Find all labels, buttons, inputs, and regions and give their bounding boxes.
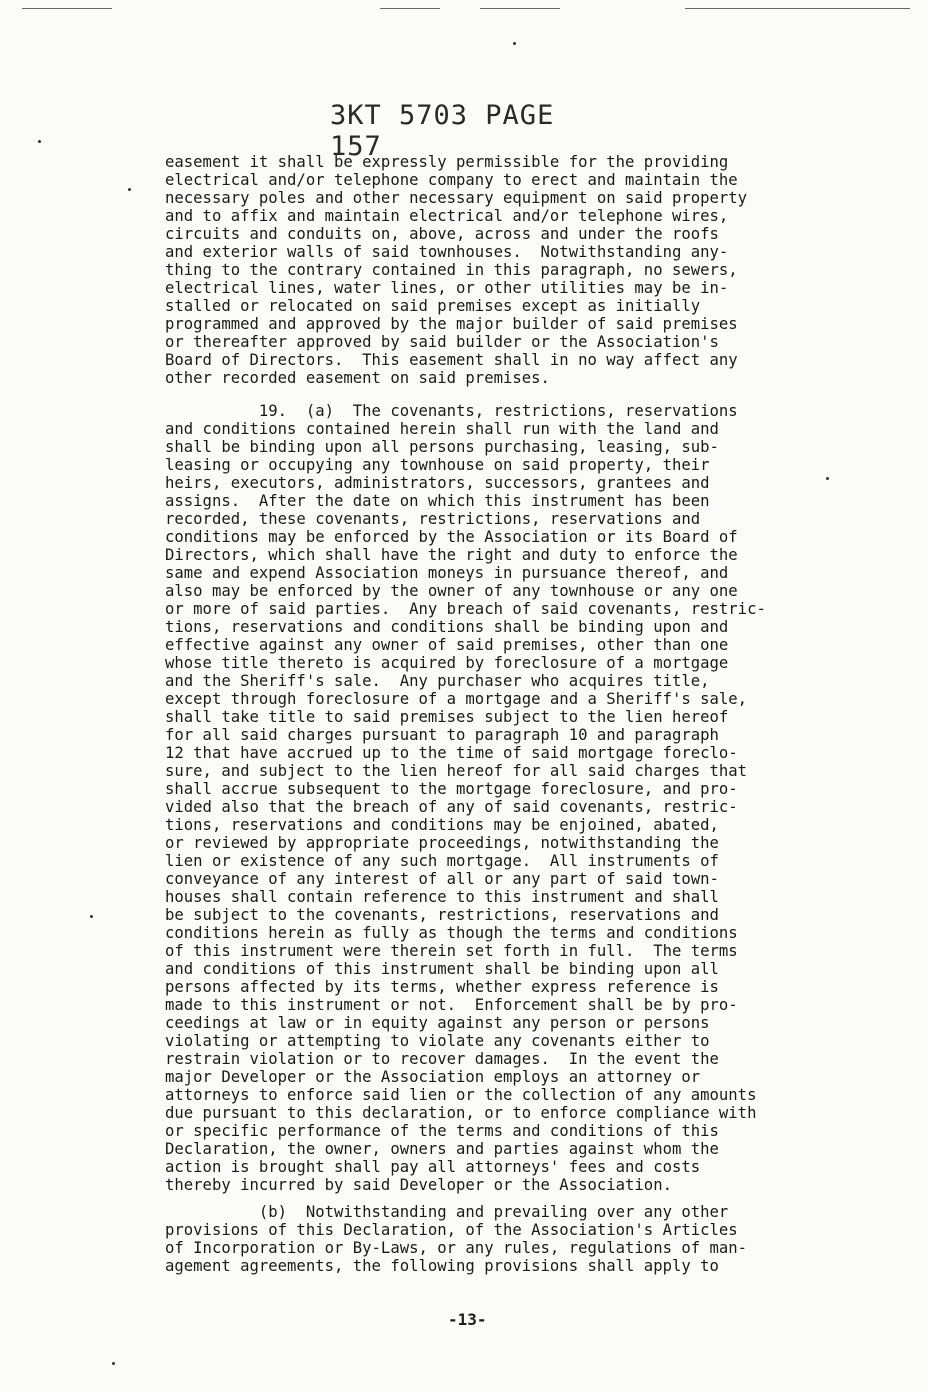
document-line: or reviewed by appropriate proceedings, notwithstanding the (165, 834, 719, 852)
document-line: of this instrument were therein set forth in full. The terms (165, 942, 738, 960)
document-line: vided also that the breach of any of said covenants, restric- (165, 798, 738, 816)
document-line: 12 that have accrued up to the time of said mortgage foreclo- (165, 744, 738, 762)
document-line: programmed and approved by the major builder of said premises (165, 315, 738, 333)
document-line: and exterior walls of said townhouses. Notwithstanding any- (165, 243, 729, 261)
scan-speck (513, 42, 516, 45)
document-line: thing to the contrary contained in this paragraph, no sewers, (165, 261, 738, 279)
document-line: conditions herein as fully as though the terms and conditions (165, 924, 738, 942)
document-line: 19. (a) The covenants, restrictions, reservations (165, 402, 738, 420)
page-number: -13- (448, 1310, 487, 1329)
document-line: of Incorporation or By-Laws, or any rules, regulations of man- (165, 1239, 748, 1257)
scan-speck (90, 915, 93, 918)
scan-speck (112, 1362, 115, 1365)
document-line: and conditions of this instrument shall be binding upon all (165, 960, 719, 978)
document-line: and the Sheriff's sale. Any purchaser who acquires title, (165, 672, 710, 690)
scan-artifact-line-right (685, 8, 910, 9)
document-line: Directors, which shall have the right and duty to enforce the (165, 546, 738, 564)
document-line: lien or existence of any such mortgage. All instruments of (165, 852, 719, 870)
document-line: for all said charges pursuant to paragraph 10 and paragraph (165, 726, 719, 744)
document-line: electrical and/or telephone company to erect and maintain the (165, 171, 738, 189)
document-line: tions, reservations and conditions may be enjoined, abated, (165, 816, 719, 834)
document-line: whose title thereto is acquired by foreclosure of a mortgage (165, 654, 729, 672)
document-line: necessary poles and other necessary equipment on said property (165, 189, 748, 207)
document-line: also may be enforced by the owner of any townhouse or any one (165, 582, 738, 600)
document-line: major Developer or the Association employs an attorney or (165, 1068, 701, 1086)
document-line: circuits and conduits on, above, across and under the roofs (165, 225, 719, 243)
document-line: persons affected by its terms, whether express reference is (165, 978, 719, 996)
document-line: easement it shall be expressly permissible for the providing (165, 153, 729, 171)
document-line: leasing or occupying any townhouse on said property, their (165, 456, 710, 474)
document-line: stalled or relocated on said premises except as initially (165, 297, 701, 315)
document-line: and to affix and maintain electrical and/or telephone wires, (165, 207, 729, 225)
document-line: houses shall contain reference to this instrument and shall (165, 888, 719, 906)
document-line: other recorded easement on said premises. (165, 369, 550, 387)
document-line: (b) Notwithstanding and prevailing over any other (165, 1203, 729, 1221)
document-line: Declaration, the owner, owners and parties against whom the (165, 1140, 719, 1158)
document-line: action is brought shall pay all attorneys' fees and costs (165, 1158, 701, 1176)
document-line: restrain violation or to recover damages. In the event the (165, 1050, 719, 1068)
scan-speck (38, 140, 41, 143)
document-line: electrical lines, water lines, or other utilities may be in- (165, 279, 729, 297)
document-line: made to this instrument or not. Enforcement shall be by pro- (165, 996, 738, 1014)
document-line: or more of said parties. Any breach of said covenants, restric- (165, 600, 766, 618)
document-line: thereby incurred by said Developer or the Association. (165, 1176, 672, 1194)
document-line: sure, and subject to the lien hereof for all said charges that (165, 762, 748, 780)
document-line: shall take title to said premises subject to the lien hereof (165, 708, 729, 726)
scan-speck (128, 188, 131, 191)
document-line: heirs, executors, administrators, successors, grantees and (165, 474, 710, 492)
scan-artifact-line-left (22, 8, 112, 9)
document-line: shall be binding upon all persons purchasing, leasing, sub- (165, 438, 719, 456)
document-line: provisions of this Declaration, of the Association's Articles (165, 1221, 738, 1239)
document-line: ceedings at law or in equity against any person or persons (165, 1014, 710, 1032)
document-line: due pursuant to this declaration, or to enforce compliance with (165, 1104, 757, 1122)
document-line: tions, reservations and conditions shall be binding upon and (165, 618, 729, 636)
document-line: or thereafter approved by said builder or the Association's (165, 333, 719, 351)
document-line: violating or attempting to violate any covenants either to (165, 1032, 710, 1050)
document-line: recorded, these covenants, restrictions, reservations and (165, 510, 701, 528)
document-line: be subject to the covenants, restrictions, reservations and (165, 906, 719, 924)
book-page-stamp: 3KT 5703 PAGE 157 (330, 100, 555, 162)
document-line: effective against any owner of said premises, other than one (165, 636, 729, 654)
scan-speck (826, 477, 829, 480)
document-line: conveyance of any interest of all or any part of said town- (165, 870, 719, 888)
scan-artifact-line-mid (380, 8, 440, 9)
document-line: except through foreclosure of a mortgage and a Sheriff's sale, (165, 690, 748, 708)
document-line: Board of Directors. This easement shall in no way affect any (165, 351, 738, 369)
document-line: shall accrue subsequent to the mortgage foreclosure, and pro- (165, 780, 738, 798)
scan-artifact-line-mid2 (480, 8, 560, 9)
document-line: or specific performance of the terms and conditions of this (165, 1122, 719, 1140)
document-line: conditions may be enforced by the Association or its Board of (165, 528, 738, 546)
document-line: attorneys to enforce said lien or the collection of any amounts (165, 1086, 757, 1104)
document-line: and conditions contained herein shall run with the land and (165, 420, 719, 438)
document-line: assigns. After the date on which this instrument has been (165, 492, 710, 510)
document-line: agement agreements, the following provisions shall apply to (165, 1257, 719, 1275)
document-line: same and expend Association moneys in pursuance thereof, and (165, 564, 729, 582)
